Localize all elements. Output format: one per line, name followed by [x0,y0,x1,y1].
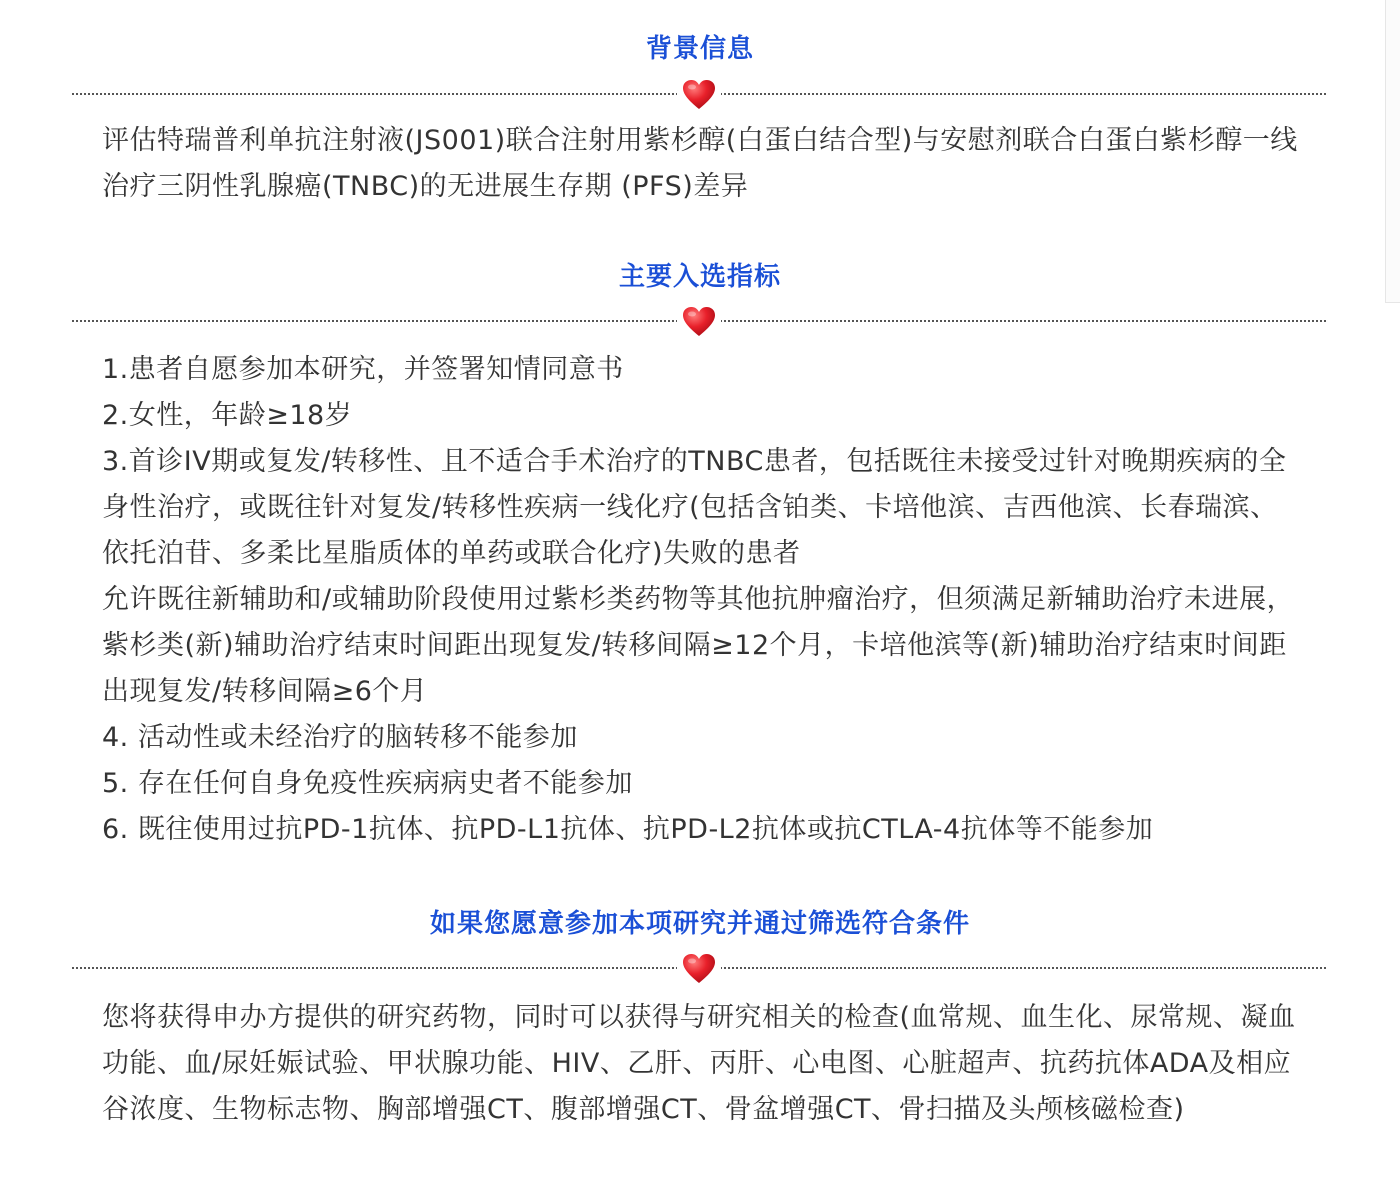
criteria-item: 1.患者自愿参加本研究，并签署知情同意书 [102,354,624,385]
scroll-edge[interactable] [1385,0,1400,303]
section-title: 如果您愿意参加本项研究并通过筛选符合条件 [429,909,970,939]
section-body [102,995,1302,1133]
section-body [102,347,1302,853]
paragraph: 您将获得申办方提供的研究药物，同时可以获得与研究相关的检查(血常规、血生化、尿常规、凝血功能、血/尿妊娠试验、甲状腺功能、HIV、乙肝、丙肝、心电图、心脏超声、抗药抗体ADA及相应谷浓度、生物标志物、胸部增强CT、腹部增强CT、骨盆增强CT、骨扫描及头颅核磁检查) [102,1002,1296,1125]
section-divider [72,953,1326,983]
section-body [102,118,1302,210]
paragraph: 评估特瑞普利单抗注射液(JS001)联合注射用紫杉醇(白蛋白结合型)与安慰剂联合白蛋白紫杉醇一线治疗三阴性乳腺癌(TNBC)的无进展生存期 (PFS)差异 [102,125,1298,202]
heart-icon [677,953,721,985]
section-title: 背景信息 [645,34,754,64]
section-divider [72,306,1326,336]
criteria-item: 2.女性，年龄≥18岁 [102,400,353,431]
criteria-item: 3.首诊IV期或复发/转移性、且不适合手术治疗的TNBC患者，包括既往未接受过针对晚期疾病的全身性治疗，或既往针对复发/转移性疾病一线化疗(包括含铂类、卡培他滨、吉西他滨、长春瑞滨、依托泊苷、多柔比星脂质体的单药或联合化疗)失败的患者 [102,446,1287,569]
criteria-item: 6. 既往使用过抗PD-1抗体、抗PD-L1抗体、抗PD-L2抗体或抗CTLA-4抗体等不能参加 [102,814,1154,845]
heart-icon [677,79,721,111]
heart-icon [677,306,721,338]
criteria-item: 5. 存在任何自身免疫性疾病病史者不能参加 [102,768,633,799]
section-title: 主要入选指标 [618,262,781,292]
criteria-item: 4. 活动性或未经治疗的脑转移不能参加 [102,722,578,753]
section-divider [72,79,1326,109]
criteria-item: 允许既往新辅助和/或辅助阶段使用过紫杉类药物等其他抗肿瘤治疗，但须满足新辅助治疗未进展，紫杉类(新)辅助治疗结束时间距出现复发/转移间隔≥12个月，卡培他滨等(新)辅助治疗结束时间距出现复发/转移间隔≥6个月 [102,584,1295,707]
